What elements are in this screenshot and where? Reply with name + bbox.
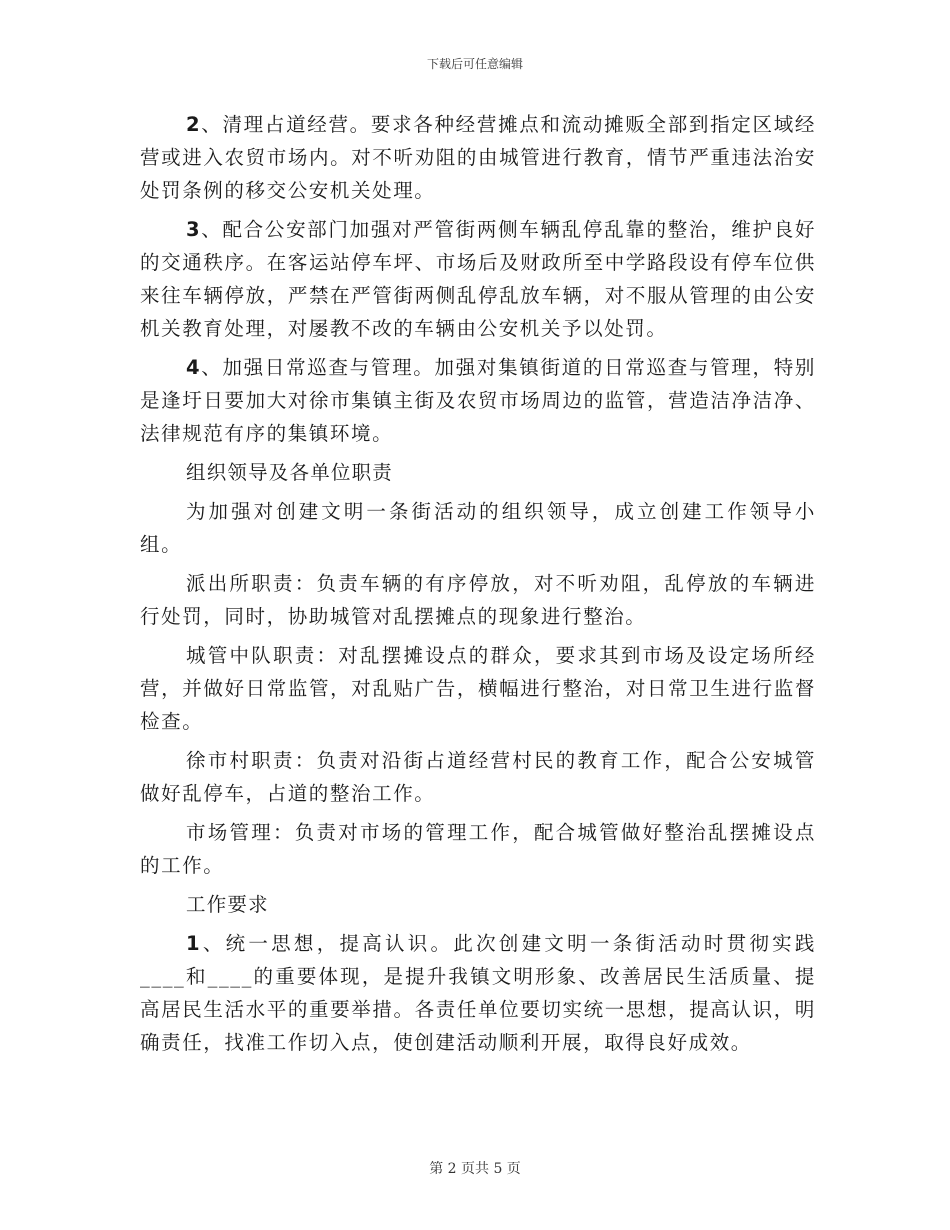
item-number: 3 (186, 218, 202, 241)
paragraph-text: 为加强对创建文明一条街活动的组织领导，成立创建工作领导小组。 (140, 500, 816, 556)
section-heading (140, 888, 816, 921)
paragraph (140, 108, 816, 207)
paragraph (140, 567, 816, 633)
paragraph-text: 、配合公安部门加强对严管街两侧车辆乱停乱靠的整治，维护良好的交通秩序。在客运站停车坪、市场后及财政所至中学路段设有停车位供来往车辆停放，严禁在严管街两侧乱停乱放车辆，对不服从管理的由公安机关教育处理，对屡教不改的车辆由公安机关予以处罚。 (140, 218, 816, 340)
paragraph (140, 744, 816, 810)
document-body (140, 108, 816, 1065)
paragraph-text: 派出所职责：负责车辆的有序停放，对不听劝阻，乱停放的车辆进行处罚，同时，协助城管对乱摆摊点的现象进行整治。 (140, 572, 816, 628)
page-header: 下载后可任意编辑 (426, 57, 523, 71)
paragraph-text: 、清理占道经营。要求各种经营摊点和流动摊贩全部到指定区域经营或进入农贸市场内。对不听劝阻的由城管进行教育，情节严重违法治安处罚条例的移交公安机关处理。 (140, 113, 816, 202)
paragraph-text: 城管中队职责：对乱摆摊设点的群众，要求其到市场及设定场所经营，并做好日常监管，对乱贴广告，横幅进行整治，对日常卫生进行监督检查。 (140, 644, 816, 733)
paragraph-text: 、统一思想，提高认识。此次创建文明一条街活动时贯彻实践____和____的重要体现，是提升我镇文明形象、改善居民生活质量、提高居民生活水平的重要举措。各责任单位要切实统一思想，提高认识，明确责任，找准工作切入点，使创建活动顺利开展，取得良好成效。 (140, 932, 816, 1054)
paragraph-text: 徐市村职责：负责对沿街占道经营村民的教育工作，配合公安城管做好乱停车，占道的整治工作。 (140, 749, 816, 805)
paragraph (140, 816, 816, 882)
paragraph (140, 927, 816, 1059)
section-heading (140, 456, 816, 489)
paragraph-text: 市场管理：负责对市场的管理工作，配合城管做好整治乱摆摊设点的工作。 (140, 821, 816, 877)
paragraph-text: 组织领导及各单位职责 (186, 461, 394, 484)
paragraph (140, 495, 816, 561)
page-footer: 第 2 页共 5 页 (429, 1161, 521, 1177)
paragraph-text: 工作要求 (186, 893, 269, 916)
paragraph (140, 213, 816, 345)
item-number: 4 (186, 356, 202, 379)
paragraph-text: 、加强日常巡查与管理。加强对集镇街道的日常巡查与管理，特别是逢圩日要加大对徐市集镇主街及农贸市场周边的监管，营造洁净洁净、法律规范有序的集镇环境。 (140, 356, 816, 445)
item-number: 1 (186, 932, 202, 955)
paragraph (140, 351, 816, 450)
item-number: 2 (186, 113, 202, 136)
paragraph (140, 639, 816, 738)
